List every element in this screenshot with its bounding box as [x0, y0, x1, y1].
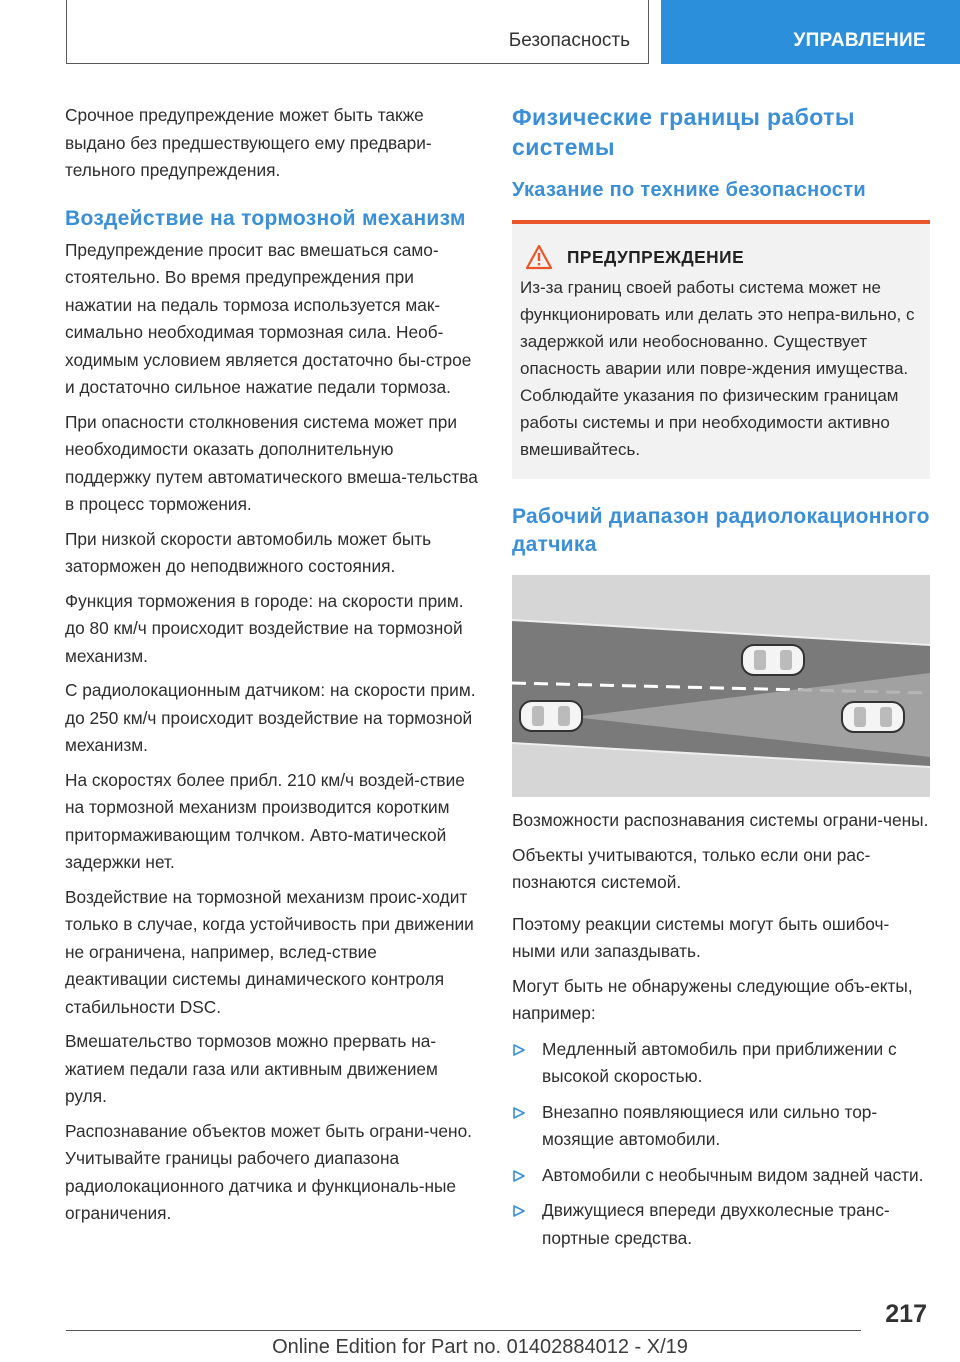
- brake-paragraph: Функция торможения в городе: на скорости прим. до 80 км/ч происходит воздействие на тормозной механизм.: [65, 590, 464, 666]
- footer-edition: Online Edition for Part no. 01402884012 - X/19: [272, 1336, 688, 1358]
- footer-divider: [66, 1330, 861, 1331]
- radar-paragraph: Могут быть не обнаружены следующие объ-екты, например:: [512, 975, 913, 1023]
- brake-paragraph: Воздействие на тормозной механизм проис-ходит только в случае, когда устойчивость при движении не ограничена, например, вслед-ствие деактивации системы динамического контроля стабильности DSC.: [65, 886, 474, 1017]
- left-column: [65, 102, 480, 1228]
- triangle-bullet-icon: [513, 1170, 525, 1182]
- header-section-title: Безопасность: [508, 30, 630, 51]
- radar-range-illustration: [512, 575, 930, 797]
- list-item-text: Автомобили с необычным видом задней части.: [542, 1164, 924, 1185]
- list-item: [512, 1162, 930, 1190]
- brake-paragraph: Распознавание объектов может быть ограни-чено. Учитывайте границы рабочего диапазона радиолокационного датчика и функциональ-ные ограничения.: [65, 1120, 472, 1223]
- brake-heading: Воздействие на тормозной механизм: [65, 206, 466, 230]
- list-item: [512, 1197, 930, 1252]
- brake-paragraph: На скоростях более прибл. 210 км/ч воздей-ствие на тормозной механизм производится коротким притормаживающим толчком. Авто-матической задержки нет.: [65, 769, 465, 872]
- undetected-objects-list: [512, 1036, 930, 1253]
- car-ahead-icon: [742, 645, 804, 675]
- list-item-text: Медленный автомобиль при приближении с высокой скоростью.: [542, 1038, 897, 1086]
- triangle-bullet-icon: [513, 1205, 525, 1217]
- brake-paragraph: При опасности столкновения система может при необходимости оказать дополнительную поддержку путем автоматического вмеша-тельства в процесс торможения.: [65, 411, 478, 514]
- brake-paragraph: При низкой скорости автомобиль может быть заторможен до неподвижного состояния.: [65, 528, 432, 576]
- radar-paragraph: Поэтому реакции системы могут быть ошибоч-ными или запаздывать.: [512, 913, 890, 961]
- warning-text: Из-за границ своей работы система может не функционировать или делать это непра-вильно, с задержкой или необоснованно. Существует опасность аварии или повре-ждения имущества. Соблюдайте указания по физическим границам работы системы и при необходимости активно вмешивайтесь.: [520, 278, 915, 459]
- header-chapter-title: УПРАВЛЕНИЕ: [793, 30, 926, 51]
- brake-paragraph: Вмешательство тормозов можно прервать на-жатием педали газа или активным движением руля.: [65, 1031, 438, 1106]
- brake-paragraph: С радиолокационным датчиком: на скорости прим. до 250 км/ч происходит воздействие на тормозной механизм.: [65, 680, 476, 755]
- intro-paragraph: Срочное предупреждение может быть также выдано без предшествующего ему предвари-тельного предупреждения.: [65, 105, 432, 180]
- own-car-icon: [520, 701, 582, 731]
- right-column: [512, 102, 930, 1252]
- warning-title: ПРЕДУПРЕЖДЕНИЕ: [567, 246, 745, 267]
- limits-heading: Физические границы работы системы: [512, 104, 855, 160]
- warning-triangle-icon: [525, 244, 553, 270]
- list-item-text: Внезапно появляющиеся или сильно тор-мозящие автомобили.: [542, 1101, 878, 1149]
- radar-paragraph: Объекты учитываются, только если они рас-познаются системой.: [512, 844, 871, 892]
- triangle-bullet-icon: [513, 1107, 525, 1119]
- page-number: 217: [885, 1300, 927, 1328]
- warning-box: [512, 220, 930, 479]
- list-item-text: Движущиеся впереди двухколесные транс-портные средства.: [542, 1200, 890, 1248]
- triangle-bullet-icon: [513, 1044, 525, 1056]
- list-item: [512, 1099, 930, 1154]
- safety-heading: Указание по технике безопасности: [512, 179, 866, 201]
- header-section-box: [66, 0, 649, 64]
- radar-paragraph: Возможности распознавания системы ограни-чены.: [512, 810, 929, 830]
- brake-paragraph: Предупреждение просит вас вмешаться само-стоятельно. Во время предупреждения при нажатии на педаль тормоза используется мак-симально необходимая тормозная сила. Необ-ходимым условием является достаточно бы-строе и достаточно сильное нажатие педали тормоза.: [65, 239, 472, 397]
- list-item: [512, 1036, 930, 1091]
- radar-heading: Рабочий диапазон радиолокационного датчика: [512, 505, 930, 556]
- header-chapter-tab[interactable]: [661, 0, 960, 64]
- car-in-lane-icon: [842, 702, 904, 732]
